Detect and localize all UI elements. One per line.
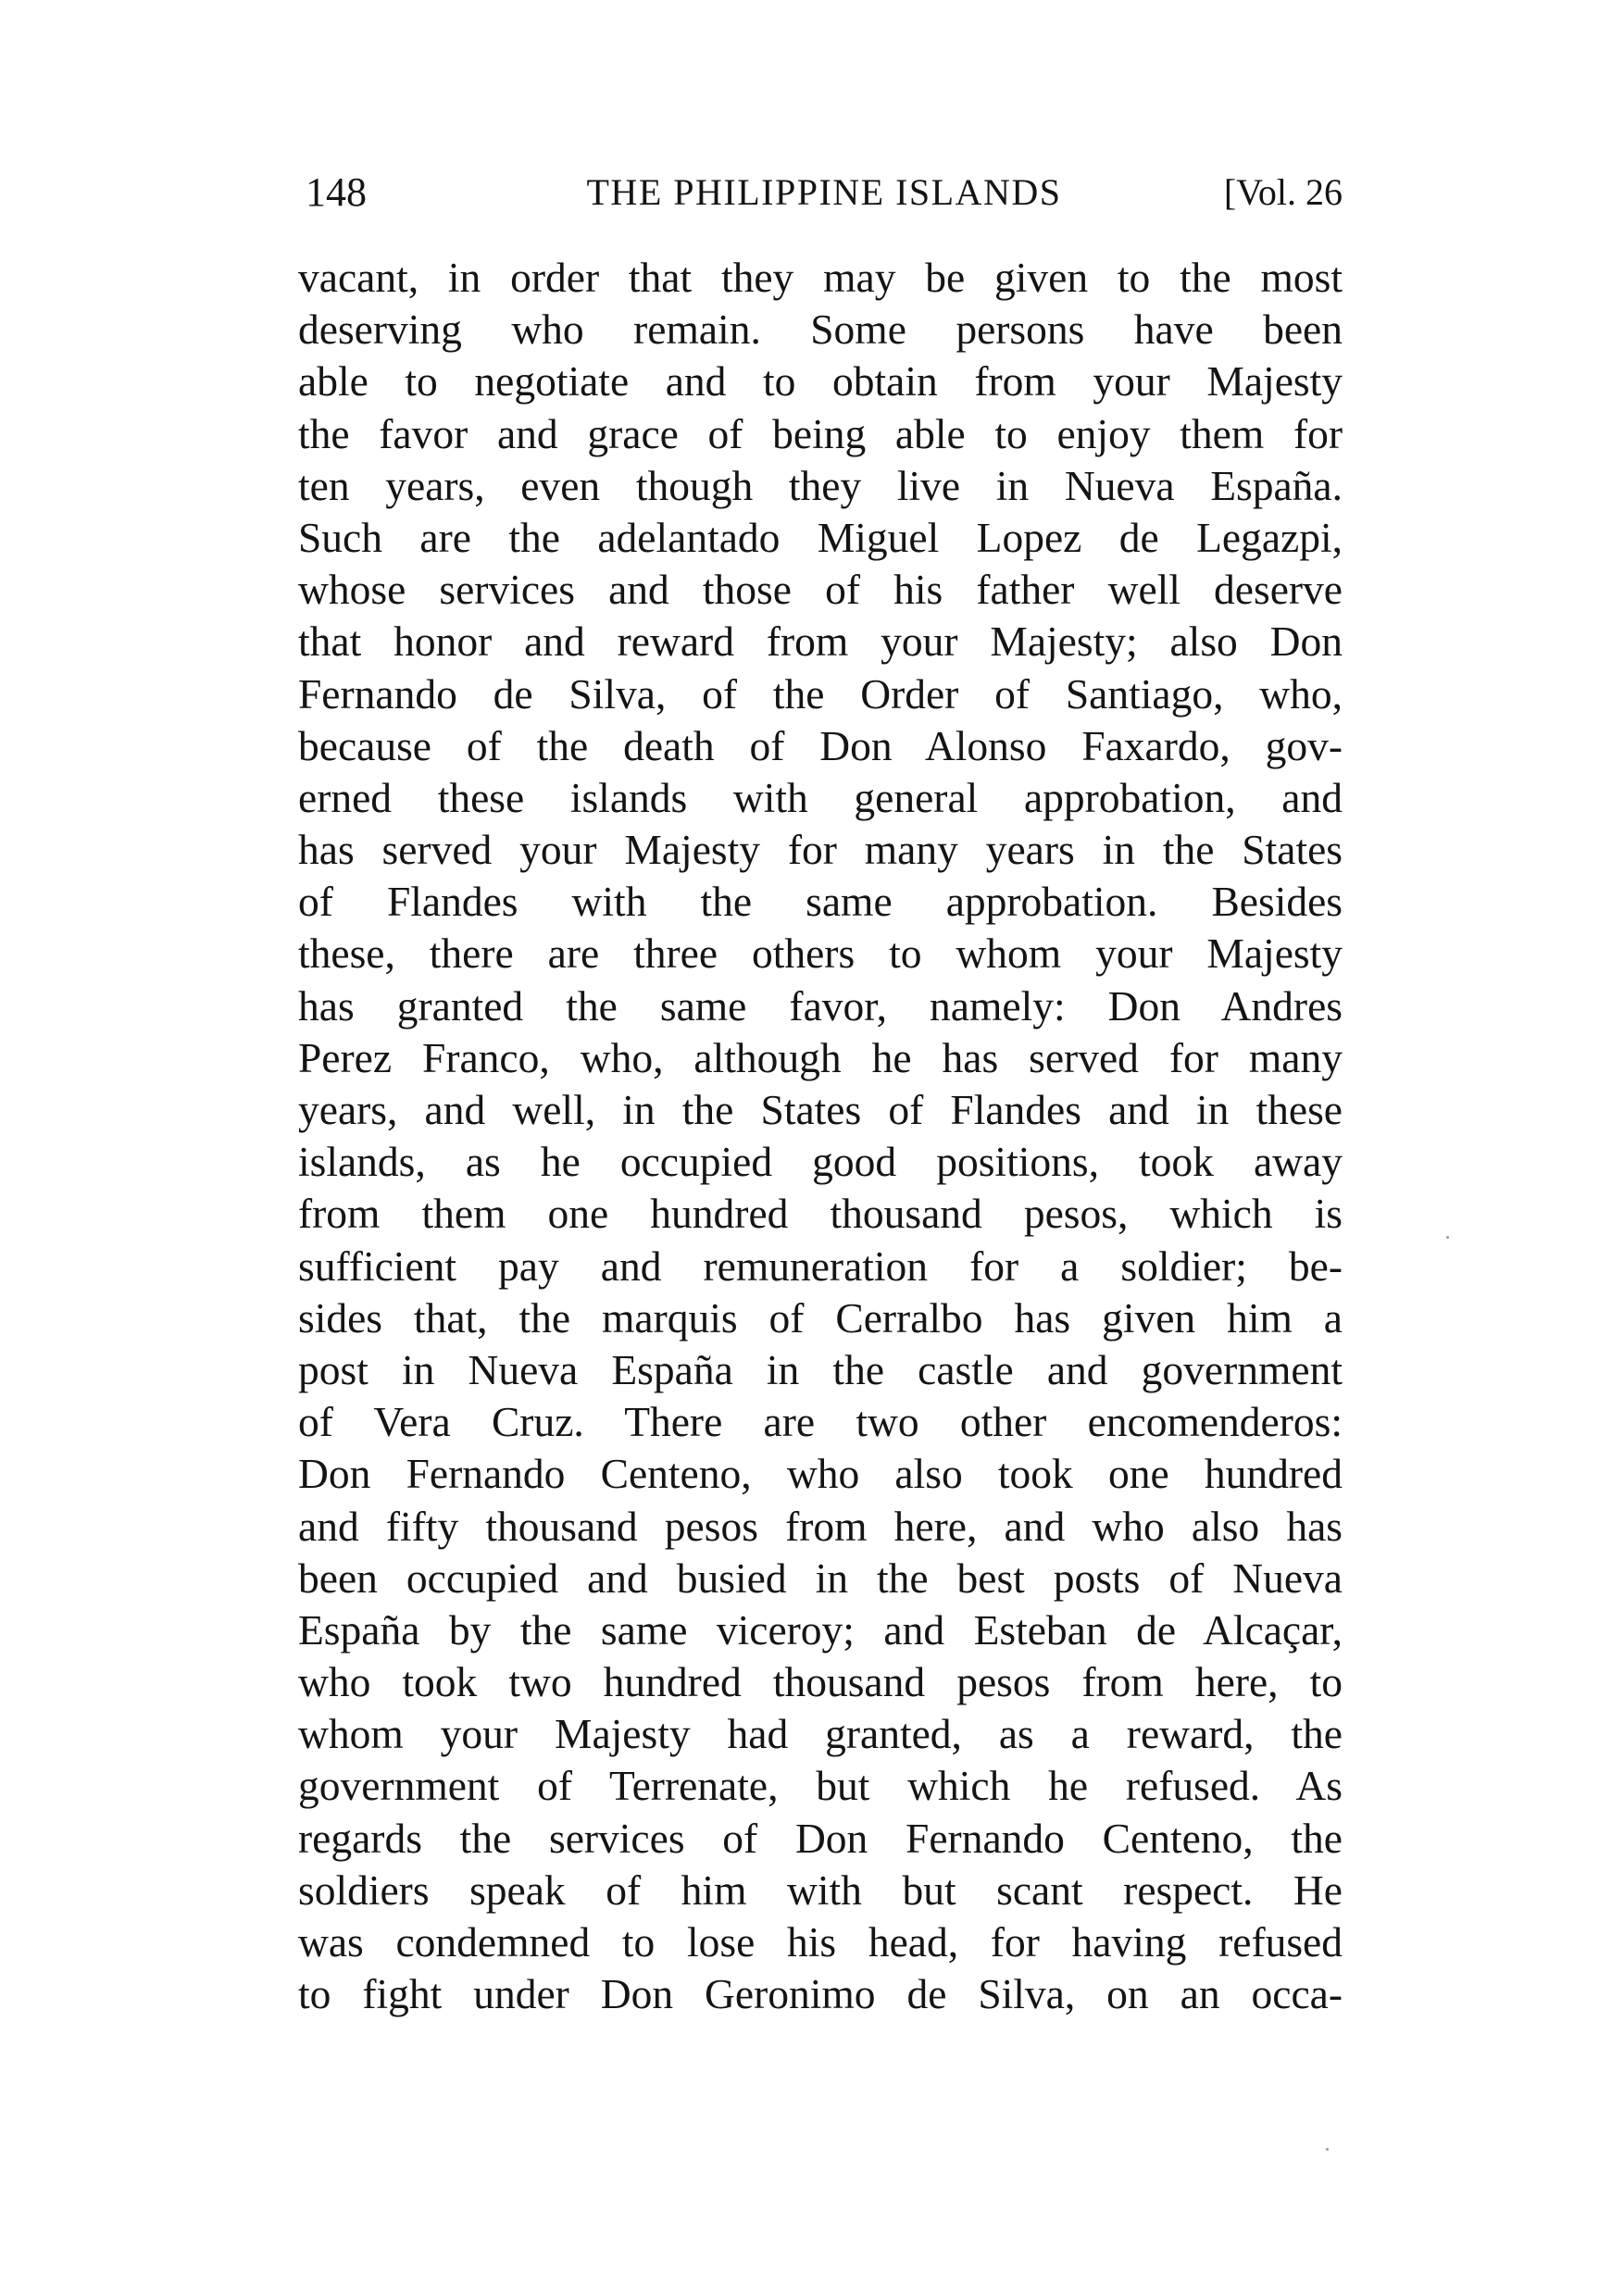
text-line: Perez Franco, who, although he has served for many — [298, 1033, 1343, 1081]
text-line: whom your Majesty had granted, as a reward, the — [298, 1710, 1343, 1758]
text-line: was condemned to lose his head, for having refused — [298, 1918, 1343, 1966]
text-line: and fifty thousand pesos from here, and who also has — [298, 1502, 1343, 1550]
text-line: Fernando de Silva, of the Order of Santiago, who, — [298, 669, 1343, 718]
body-text — [298, 252, 1343, 2020]
text-line: of Flandes with the same approbation. Besides — [298, 878, 1343, 926]
text-line: who took two hundred thousand pesos from here, to — [298, 1658, 1343, 1706]
text-line: islands, as he occupied good positions, took away — [298, 1138, 1343, 1186]
text-line: the favor and grace of being able to enjoy them for — [298, 409, 1343, 457]
text-line: has granted the same favor, namely: Don Andres — [298, 981, 1343, 1030]
text-line: deserving who remain. Some persons have been — [298, 306, 1343, 354]
text-line: been occupied and busied in the best posts of Nueva — [298, 1554, 1343, 1602]
text-line: soldiers speak of him with but scant respect. He — [298, 1866, 1343, 1914]
text-line: sufficient pay and remuneration for a soldier; be- — [298, 1242, 1343, 1290]
text-line: Don Fernando Centeno, who also took one hundred — [298, 1450, 1343, 1498]
text-line: sides that, the marquis of Cerralbo has given him a — [298, 1293, 1343, 1342]
text-line: of Vera Cruz. There are two other encomenderos: — [298, 1398, 1343, 1446]
text-line: these, there are three others to whom your Majesty — [298, 930, 1343, 978]
text-line: that honor and reward from your Majesty; also Don — [298, 618, 1343, 666]
text-line: ten years, even though they live in Nueva España. — [298, 461, 1343, 509]
text-line: to fight under Don Geronimo de Silva, on an occa- — [298, 1970, 1343, 2018]
text-line: able to negotiate and to obtain from your Majesty — [298, 357, 1343, 406]
text-line: post in Nueva España in the castle and government — [298, 1345, 1343, 1393]
page-number: 148 — [306, 169, 367, 215]
text-line: whose services and those of his father well deserve — [298, 566, 1343, 614]
text-line: erned these islands with general approbation, and — [298, 773, 1343, 821]
running-title: THE PHILIPPINE ISLANDS — [586, 171, 1062, 213]
text-line: regards the services of Don Fernando Centeno, the — [298, 1814, 1343, 1862]
text-line: because of the death of Don Alonso Faxardo, gov- — [298, 721, 1343, 769]
text-line: España by the same viceroy; and Esteban de Alcaçar, — [298, 1605, 1343, 1654]
text-line: has served your Majesty for many years in the States — [298, 826, 1343, 874]
text-line: vacant, in order that they may be given to the most — [298, 254, 1343, 301]
text-line: Such are the adelantado Miguel Lopez de Legazpi, — [298, 513, 1343, 561]
text-line: from them one hundred thousand pesos, which is — [298, 1190, 1343, 1238]
running-header — [306, 165, 1343, 220]
volume-label: [Vol. 26 — [1223, 171, 1343, 213]
text-line: years, and well, in the States of Flandes and in these — [298, 1086, 1343, 1133]
scan-speck — [1446, 1236, 1449, 1239]
scan-speck — [1326, 2148, 1329, 2151]
text-line: government of Terrenate, but which he refused. As — [298, 1762, 1343, 1810]
